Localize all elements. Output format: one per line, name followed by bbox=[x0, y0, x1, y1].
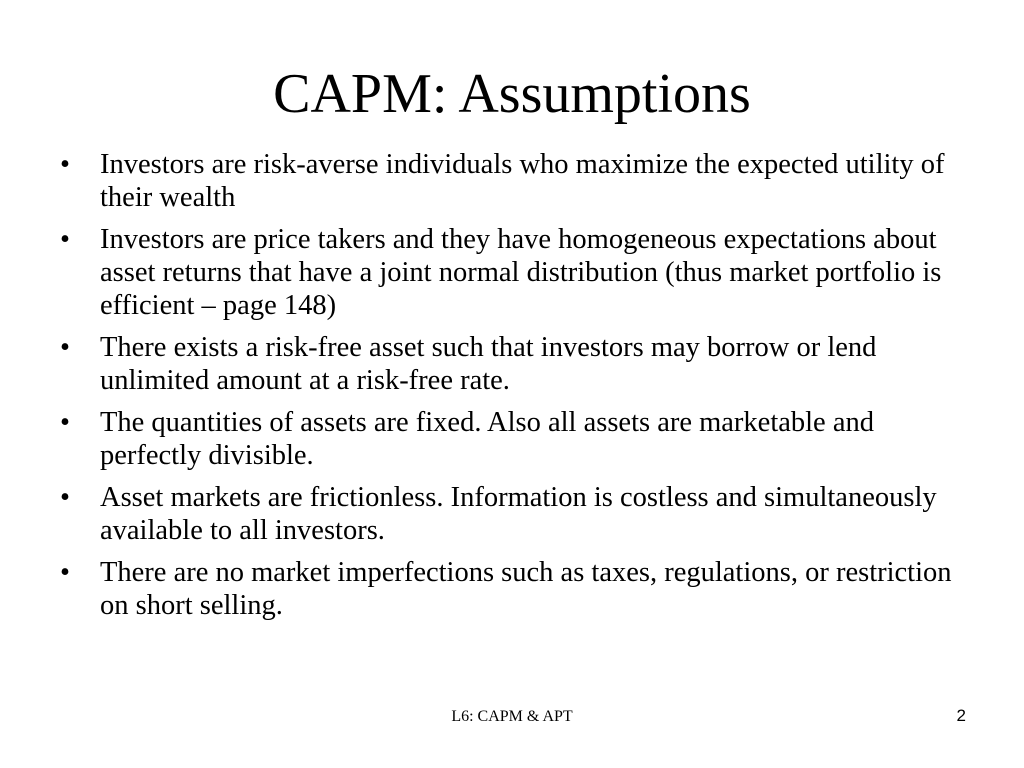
page-number: 2 bbox=[956, 706, 966, 725]
slide-title: CAPM: Assumptions bbox=[273, 63, 751, 125]
bullet-text: Investors are price takers and they have homogeneous expectations about asset returns that have a joint normal distribution (thus market portfolio is efficient – page 148) bbox=[100, 224, 942, 321]
bullet-icon: • bbox=[60, 149, 70, 180]
bullet-item bbox=[58, 148, 978, 214]
bullet-item bbox=[58, 223, 978, 322]
bullet-text: There exists a risk-free asset such that investors may borrow or lend unlimited amount at a risk-free rate. bbox=[100, 332, 877, 396]
bullet-item bbox=[58, 481, 978, 547]
bullet-icon: • bbox=[60, 557, 70, 588]
bullet-item bbox=[58, 331, 978, 397]
bullet-item bbox=[58, 556, 978, 622]
bullet-text: The quantities of assets are fixed. Also all assets are marketable and perfectly divisible. bbox=[100, 407, 874, 471]
bullet-icon: • bbox=[60, 224, 70, 255]
bullet-text: There are no market imperfections such as taxes, regulations, or restriction on short selling. bbox=[100, 557, 952, 621]
bullet-icon: • bbox=[60, 332, 70, 363]
bullet-item bbox=[58, 406, 978, 472]
bullet-text: Asset markets are frictionless. Information is costless and simultaneously available to all investors. bbox=[100, 482, 937, 546]
bullet-icon: • bbox=[60, 482, 70, 513]
slide-footer: L6: CAPM & APT bbox=[451, 708, 573, 725]
bullet-list bbox=[58, 148, 978, 631]
bullet-text: Investors are risk-averse individuals who maximize the expected utility of their wealth bbox=[100, 149, 945, 213]
bullet-icon: • bbox=[60, 407, 70, 438]
